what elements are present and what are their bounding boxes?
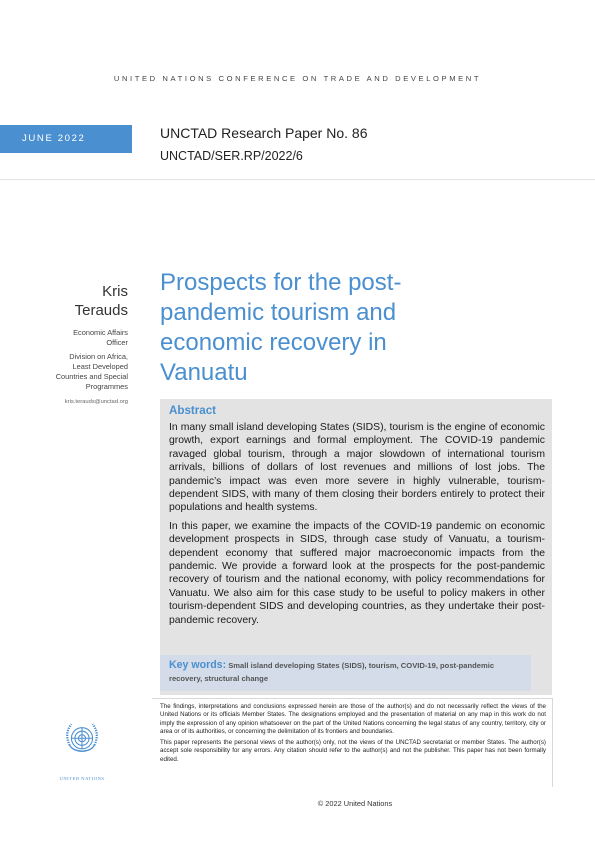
keywords-text: Small island developing States (SIDS), tourism, COVID-19, post-pandemic recovery, structural change <box>169 661 495 683</box>
title-line4: Vanuatu <box>160 359 248 386</box>
author-block <box>10 282 128 405</box>
keywords-label: Key words: <box>169 659 227 671</box>
document-code: UNCTAD/SER.RP/2022/6 <box>160 149 303 163</box>
abstract-paragraph-2: In this paper, we examine the impacts of the COVID-19 pandemic on economic development prospects in SIDS, through case study of Vanuatu, a tourism-dependent economy that suffered major macroeconomic impacts from the pandemic. We provide a forward look at the prospects for the post-pandemic recovery of tourism and the national economy, with policy recommendations for Vanuatu. We also aim for this case study to be useful to policy makers in other tourism-dependent SIDS and developing countries, as they undertake their post-pandemic recovery. <box>169 520 545 626</box>
author-division-line3: Countries and Special <box>55 372 128 381</box>
title-line1: Prospects for the post- <box>160 269 402 296</box>
disclaimer-paragraph-1: The findings, interpretations and conclusions expressed herein are those of the author(s) and do not necessarily reflect the views of the United Nations or its officials Member States. The designations employed and the presentation of material on any map in this work do not imply the expression of any opinion whatsoever on the part of the United Nations concerning the legal status of any country, territory, city or area or of its authorities, or concerning the delimitation of its frontiers and boundaries. <box>160 703 546 735</box>
series-title: UNCTAD Research Paper No. 86 <box>160 125 368 141</box>
abstract-paragraph-1: In many small island developing States (SIDS), tourism is the engine of economic growth, export earnings and formal employment. The COVID-19 pandemic ravaged global tourism, through a major slowdown of international tourism arrivals, billions of dollars of lost revenues and millions of lost jobs. The pandemic’s impact was even more severe in highly vulnerable, tourism-dependent SIDS, with many of them closing their borders entirely to protect their populations and health systems. <box>169 422 545 514</box>
author-role-line2: Officer <box>106 338 128 347</box>
disclaimer-paragraph-2: This paper represents the personal views of the author(s) only, not the views of the UNCTAD secretariat or member States. The author(s) accept sole responsibility for any errors. Any citation should refer to the author(s) and not the publisher. This paper has not been formally edited. <box>160 739 546 763</box>
title-line3: economic recovery in <box>160 329 387 356</box>
united-nations-emblem-icon <box>60 718 104 762</box>
abstract-body <box>169 421 545 632</box>
disclaimer <box>160 703 546 767</box>
keywords <box>169 659 524 685</box>
copyright: © 2022 United Nations <box>317 799 393 808</box>
united-nations-caption: UNITED NATIONS <box>59 776 105 781</box>
title-line2: pandemic tourism and <box>160 299 397 326</box>
author-role-line1: Economic Affairs <box>73 328 128 337</box>
author-division-line1: Division on Africa, <box>69 352 128 361</box>
organization-header: UNITED NATIONS CONFERENCE ON TRADE AND DEVELOPMENT <box>113 74 482 83</box>
paper-title <box>160 268 490 388</box>
abstract-heading: Abstract <box>169 404 217 417</box>
author-division-line4: Programmes <box>85 382 128 391</box>
header-divider <box>0 179 595 180</box>
author-email[interactable]: kris.terauds@unctad.org <box>64 399 128 405</box>
author-first-name: Kris <box>102 283 128 300</box>
author-division-line2: Least Developed <box>72 362 128 371</box>
author-last-name: Terauds <box>74 302 128 319</box>
date-band: JUNE 2022 <box>0 125 132 153</box>
